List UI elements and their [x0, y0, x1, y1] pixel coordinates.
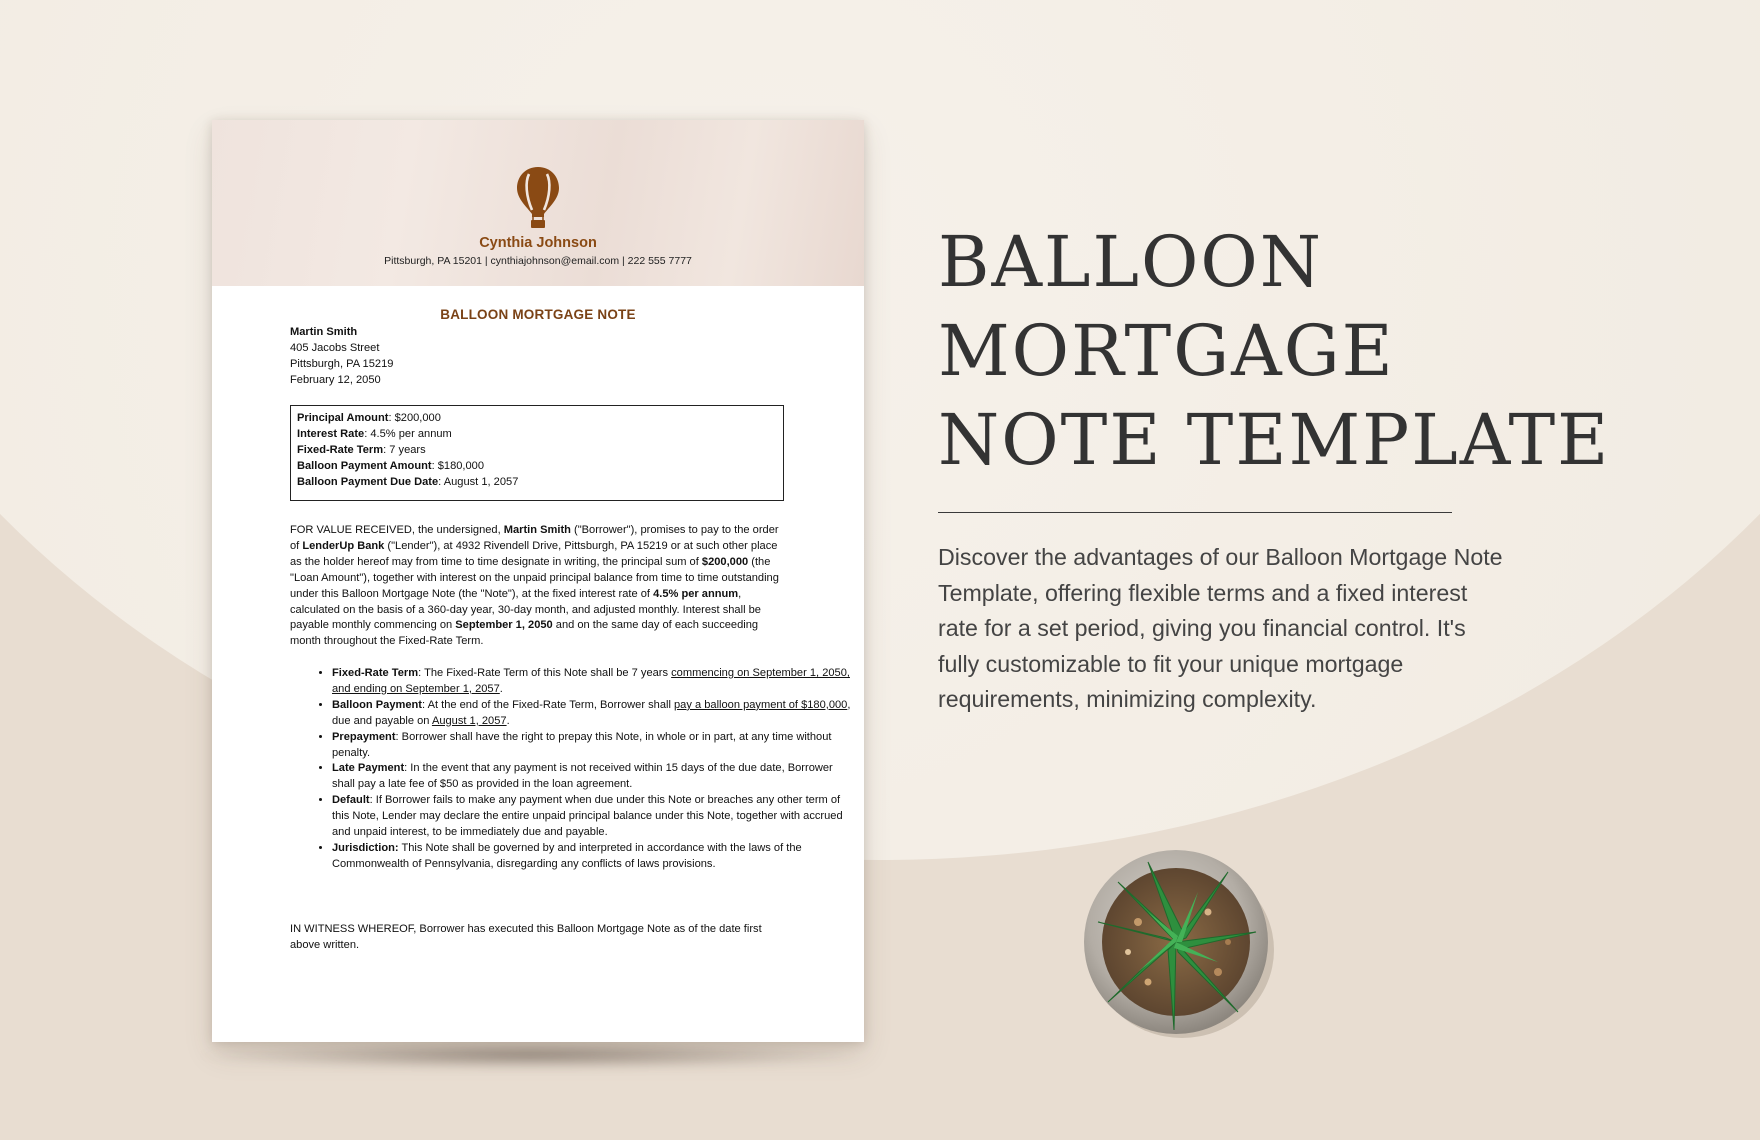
summary-row: Interest Rate: 4.5% per annum: [297, 427, 452, 440]
summary-row: Fixed-Rate Term: 7 years: [297, 443, 426, 456]
summary-row: Principal Amount: $200,000: [297, 412, 441, 424]
title-line: NOTE TEMPLATE: [938, 399, 1611, 481]
list-item: • Default: If Borrower fails to make any payment when due under this Note or breaches any other term of this Note, Lender may declare the entire unpaid principal balance under this Note, together with accrued and unpaid interest, to be immediately due and payable.: [332, 793, 852, 841]
divider: [938, 512, 1452, 513]
sender-name: Cynthia Johnson: [479, 235, 597, 251]
recipient-city: Pittsburgh, PA 15219: [290, 357, 394, 370]
succulent-plant-icon: [1078, 842, 1278, 1042]
recipient-street: 405 Jacobs Street: [290, 341, 380, 354]
recipient-date: February 12, 2050: [290, 373, 381, 386]
document-header: [212, 120, 864, 286]
summary-row: Balloon Payment Due Date: August 1, 2057: [297, 475, 519, 488]
sender-contact: Pittsburgh, PA 15201 | cynthiajohnson@email.com | 222 555 7777: [384, 255, 692, 267]
document-preview: [212, 120, 864, 1042]
list-item: • Fixed-Rate Term: The Fixed-Rate Term of this Note shall be 7 years commencing on September 1, 2050, and ending on September 1, 2057.: [332, 666, 852, 698]
title-line: BALLOON: [938, 221, 1323, 303]
recipient-name: Martin Smith: [290, 326, 358, 338]
description: Discover the advantages of our Balloon Mortgage Note Template, offering flexible terms and a fixed interest rate for a set period, giving you financial control. It's fully customizable to fit your unique mortgage requirements, minimizing complexity.: [938, 544, 1503, 712]
recipient-block: [290, 325, 393, 389]
summary-row: Balloon Payment Amount: $180,000: [297, 459, 485, 472]
note-title: BALLOON MORTGAGE NOTE: [440, 307, 636, 322]
terms-list: [282, 666, 852, 873]
page-title: [938, 218, 1658, 485]
hot-air-balloon-icon: [515, 164, 561, 230]
list-item: • Late Payment: In the event that any payment is not received within 15 days of the due date, Borrower shall pay a late fee of $50 as provided in the loan agreement.: [332, 761, 852, 793]
witness-statement: IN WITNESS WHEREOF, Borrower has executed this Balloon Mortgage Note as of the date first above written.: [290, 923, 762, 951]
list-item: • Jurisdiction: This Note shall be governed by and interpreted in accordance with the laws of the Commonwealth of Pennsylvania, disregarding any conflicts of laws provisions.: [332, 841, 852, 873]
title-line: MORTGAGE: [938, 310, 1395, 392]
document-shadow: [200, 1040, 860, 1070]
list-item: • Prepayment: Borrower shall have the right to prepay this Note, in whole or in part, at any time without penalty.: [332, 730, 852, 762]
list-item: • Balloon Payment: At the end of the Fixed-Rate Term, Borrower shall pay a balloon payment of $180,000, due and payable on August 1, 2057.: [332, 698, 852, 730]
loan-summary-box: [290, 405, 784, 501]
body-paragraph: FOR VALUE RECEIVED, the undersigned, Martin Smith ("Borrower"), promises to pay to the order of LenderUp Bank ("Lender"), at 4932 Rivendell Drive, Pittsburgh, PA 15219 or at such other place as the holder hereof may from time to time designate in writing, the principal sum of $200,000 (the "Loan Amount"), together with interest on the unpaid principal balance from time to time outstanding under this Balloon Mortgage Note (the "Note"), at the fixed interest rate of 4.5% per annum, calculated on the basis of a 360-day year, 30-day month, and adjusted monthly. Interest shall be payable monthly commencing on September 1, 2050 and on the same day of each succeeding month throughout the Fixed-Rate Term.: [290, 524, 779, 648]
